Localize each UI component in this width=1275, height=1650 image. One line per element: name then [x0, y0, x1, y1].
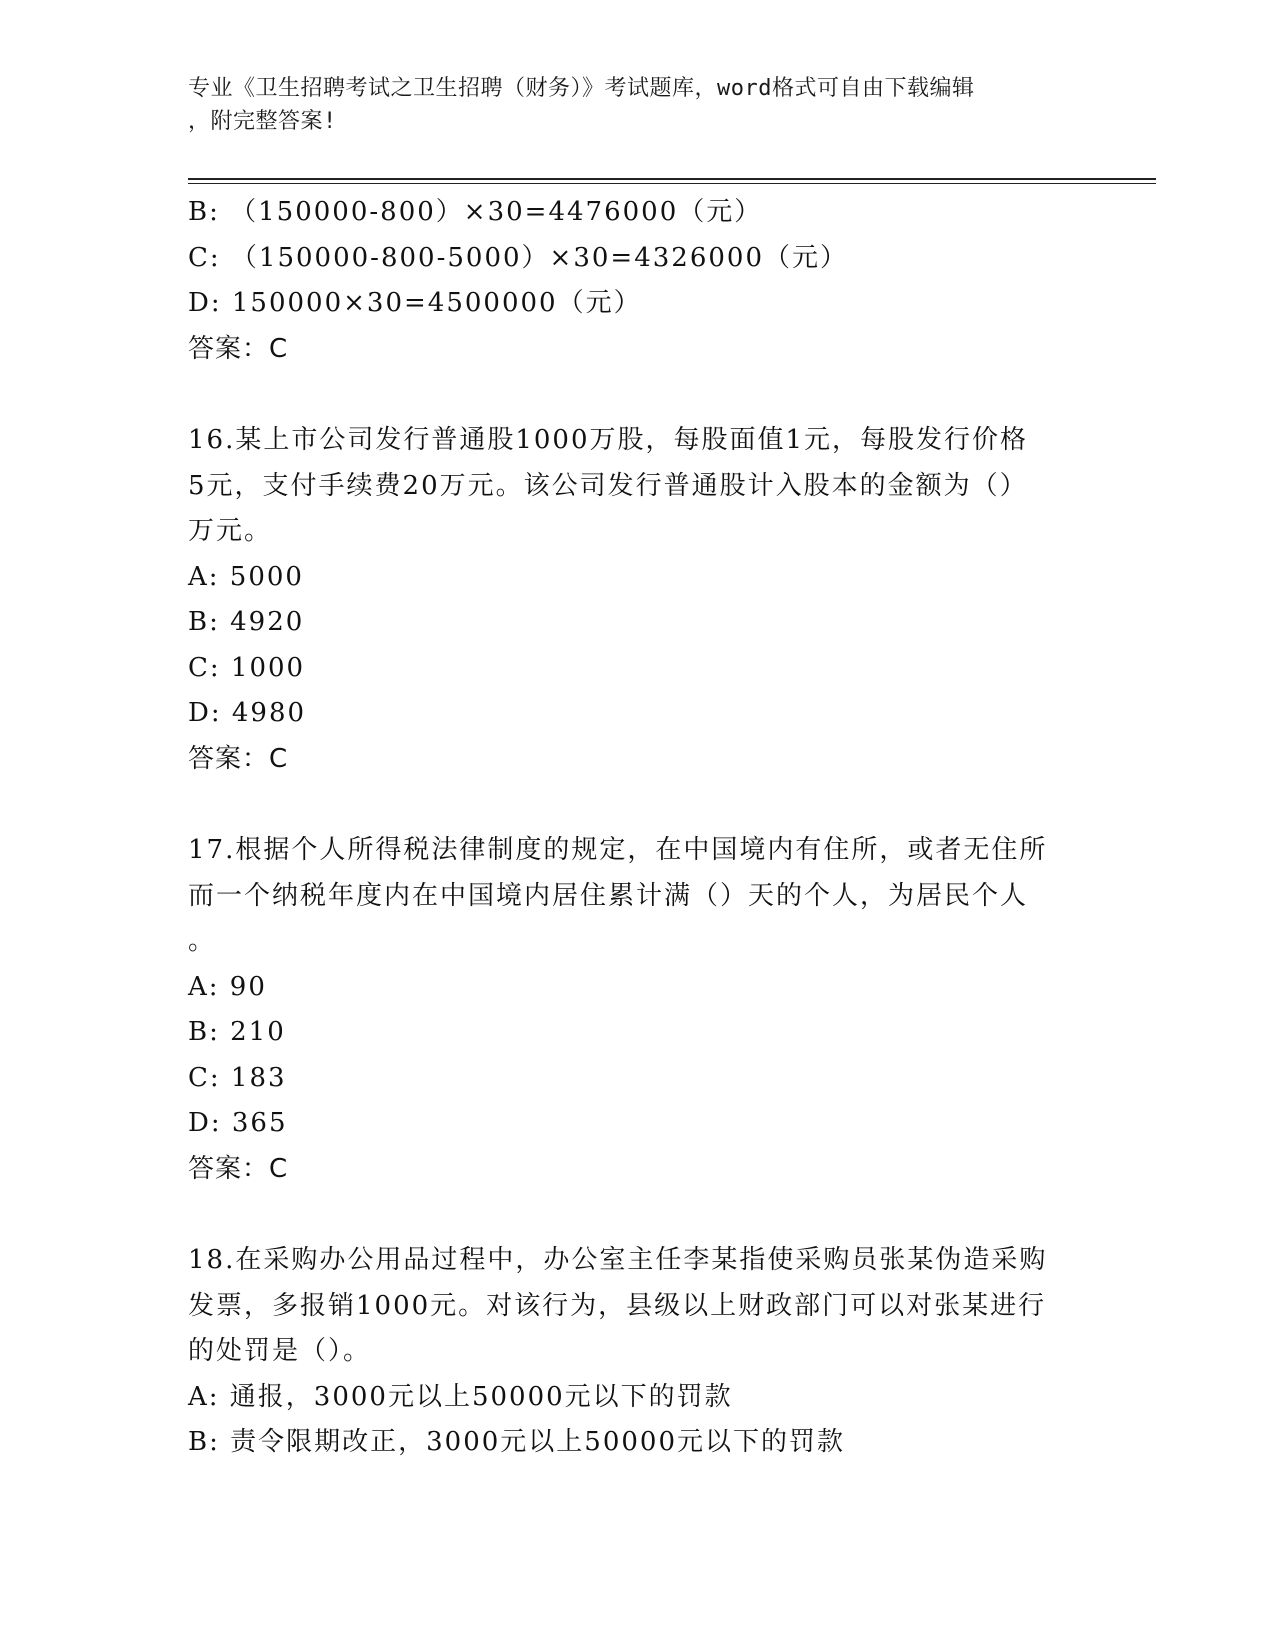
option-c: C: 183	[188, 1062, 287, 1093]
option-c: C: 1000	[188, 652, 306, 683]
question-text-line: 17.根据个人所得税法律制度的规定，在中国境内有住所，或者无住所	[188, 835, 1048, 865]
header-rule-thick	[188, 178, 1156, 180]
question-text-line: 18.在采购办公用品过程中，办公室主任李某指使采购员张某伪造采购	[188, 1245, 1048, 1275]
option-d: D: 150000×30=4500000（元）	[188, 288, 642, 318]
option-b: B: 责令限期改正，3000元以上50000元以下的罚款	[188, 1427, 846, 1457]
spacer	[188, 782, 1088, 828]
question-body	[188, 190, 1088, 1466]
question-15	[188, 190, 1088, 372]
answer-line: 答案：C	[188, 1153, 289, 1184]
header-line-2: ，附完整答案!	[188, 109, 337, 134]
spacer	[188, 1192, 1088, 1238]
spacer	[188, 372, 1088, 418]
question-16	[188, 418, 1088, 782]
header-rule-thin	[188, 183, 1156, 184]
option-c: C: （150000-800-5000）×30=4326000（元）	[188, 242, 848, 273]
answer-line: 答案：C	[188, 333, 289, 364]
question-18	[188, 1238, 1088, 1466]
question-text-line: 万元。	[188, 516, 273, 546]
option-d: D: 4980	[188, 698, 307, 728]
option-b: B: 4920	[188, 607, 305, 637]
option-b: B: 210	[188, 1017, 286, 1047]
option-a: A: 通报，3000元以上50000元以下的罚款	[188, 1381, 733, 1412]
question-text-line: 16.某上市公司发行普通股1000万股，每股面值1元，每股发行价格	[188, 425, 1029, 455]
question-text-line: 的处罚是（）。	[188, 1336, 372, 1366]
answer-line: 答案：C	[188, 743, 289, 774]
question-text-line: 发票，多报销1000元。对该行为，县级以上财政部门可以对张某进行	[188, 1290, 1047, 1321]
question-text-line: 。	[188, 926, 217, 956]
option-a: A: 90	[188, 971, 267, 1002]
page-header	[188, 72, 1068, 138]
option-a: A: 5000	[188, 561, 304, 592]
question-text-line: 而一个纳税年度内在中国境内居住累计满（）天的个人，为居民个人	[188, 880, 1029, 911]
header-line-1: 专业《卫生招聘考试之卫生招聘（财务）》考试题库，word格式可自由下载编辑	[188, 76, 975, 101]
option-b: B: （150000-800）×30=4476000（元）	[188, 197, 763, 227]
option-d: D: 365	[188, 1108, 288, 1138]
question-text-line: 5元，支付手续费20万元。该公司发行普通股计入股本的金额为（）	[188, 470, 1028, 501]
question-17	[188, 828, 1088, 1192]
